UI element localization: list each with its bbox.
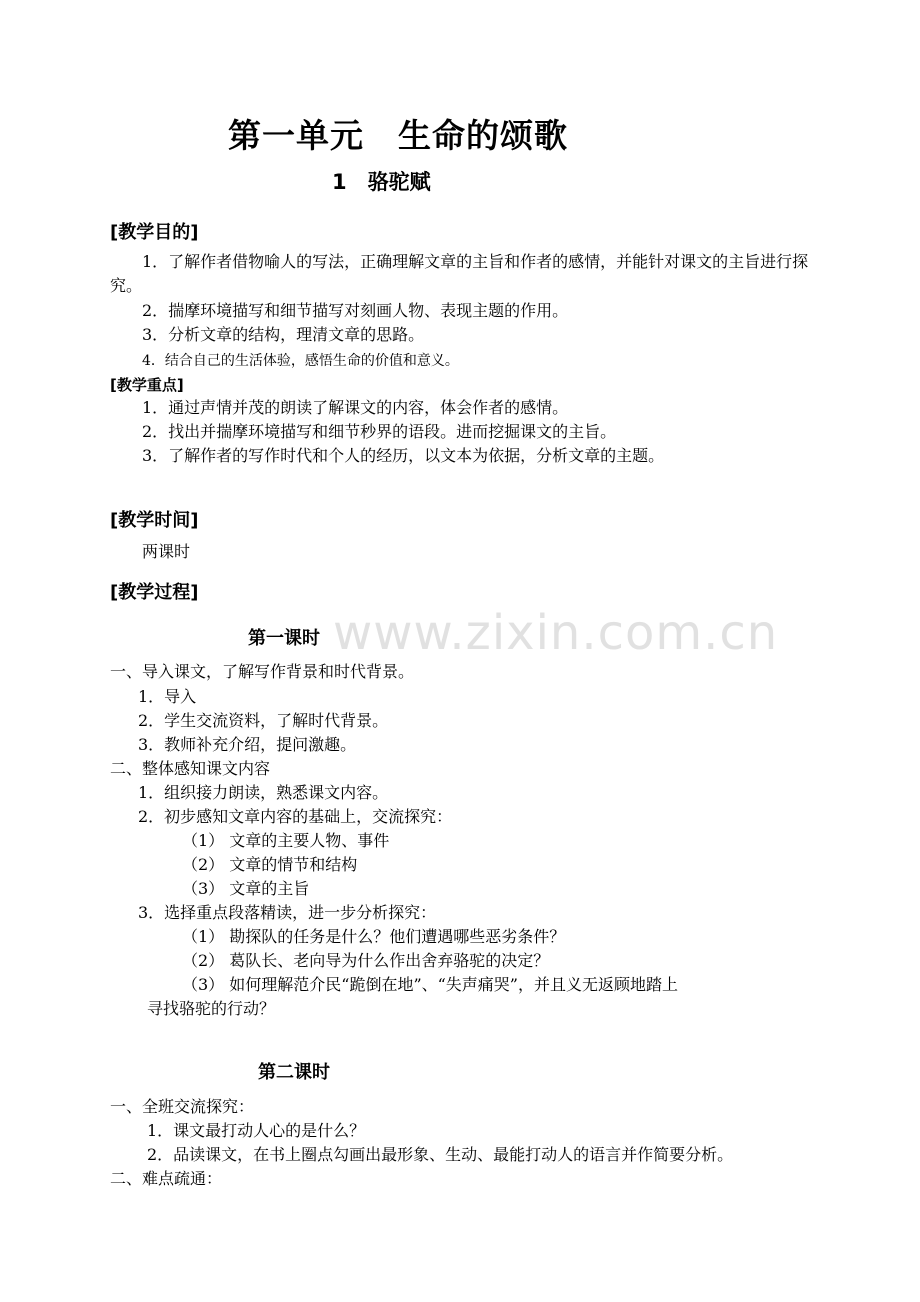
lesson-title: 1 骆驼赋 (332, 170, 431, 194)
watermark: www.zixin.com.cn (333, 605, 779, 661)
objective-item: 1．了解作者借物喻人的写法，正确理解文章的主旨和作者的感情，并能针对课文的主旨进行探究。 (110, 252, 809, 295)
key-point-item: 2．找出并揣摩环境描写和细节秒界的语段。进而挖掘课文的主旨。 (142, 422, 617, 441)
objective-item: 2．揣摩环境描写和细节描写对刻画人物、表现主题的作用。 (142, 301, 569, 320)
process-heading: [教学过程] (110, 582, 199, 603)
lesson1-part1: 一、导入课文，了解写作背景和时代背景。 (110, 662, 415, 681)
time-heading: [教学时间] (110, 510, 199, 531)
lesson1-part2-subitem: （2） 葛队长、老向导为什么作出舍弃骆驼的决定？ (182, 951, 550, 970)
unit-title: 第一单元 生命的颂歌 (228, 116, 568, 155)
lesson2-part1-item: 2．品读课文，在书上圈点勾画出最形象、生动、最能打动人的语言并作简要分析。 (147, 1145, 734, 1164)
key-points-heading: [教学重点] (110, 376, 184, 394)
lesson2-part2: 二、难点疏通： (110, 1169, 223, 1188)
time-value: 两课时 (142, 542, 191, 561)
lesson1-part2-subitem: （2） 文章的情节和结构 (182, 855, 358, 874)
key-point-item: 1．通过声情并茂的朗读了解课文的内容，体会作者的感情。 (142, 398, 569, 417)
lesson1-part2: 二、整体感知课文内容 (110, 759, 271, 778)
lesson2-title: 第二课时 (258, 1062, 330, 1083)
lesson1-part2-subitem: （1） 文章的主要人物、事件 (182, 831, 390, 850)
lesson1-part2-item: 2．初步感知文章内容的基础上，交流探究： (138, 807, 453, 826)
lesson1-part2-subitem: （3） 如何理解范介民“跪倒在地”、“失声痛哭”，并且义无返顾地踏上 (182, 975, 678, 994)
lesson1-part2-subitem: （1） 勘探队的任务是什么？他们遭遇哪些恶劣条件？ (182, 927, 566, 946)
lesson1-part2-subitem-cont: 寻找骆驼的行动？ (147, 999, 276, 1018)
lesson1-part1-item: 2．学生交流资料，了解时代背景。 (138, 711, 389, 730)
lesson2-part1-item: 1．课文最打动人心的是什么？ (147, 1121, 366, 1140)
lesson1-part1-item: 1．导入 (138, 687, 197, 706)
lesson1-part2-item: 1．组织接力朗读，熟悉课文内容。 (138, 783, 389, 802)
lesson1-part1-item: 3．教师补充介绍，提问激趣。 (138, 735, 357, 754)
lesson1-part2-subitem: （3） 文章的主旨 (182, 879, 310, 898)
objective-item: 3．分析文章的结构，理清文章的思路。 (142, 325, 425, 344)
key-point-item: 3．了解作者的写作时代和个人的经历，以文本为依据，分析文章的主题。 (142, 446, 665, 465)
lesson2-part1: 一、全班交流探究： (110, 1097, 255, 1116)
objective-item: 4．结合自己的生活体验，感悟生命的价值和意义。 (142, 353, 459, 369)
objectives-heading: [教学目的] (110, 222, 199, 243)
lesson1-part2-item: 3．选择重点段落精读，进一步分析探究： (138, 903, 437, 922)
lesson1-title: 第一课时 (248, 628, 320, 649)
